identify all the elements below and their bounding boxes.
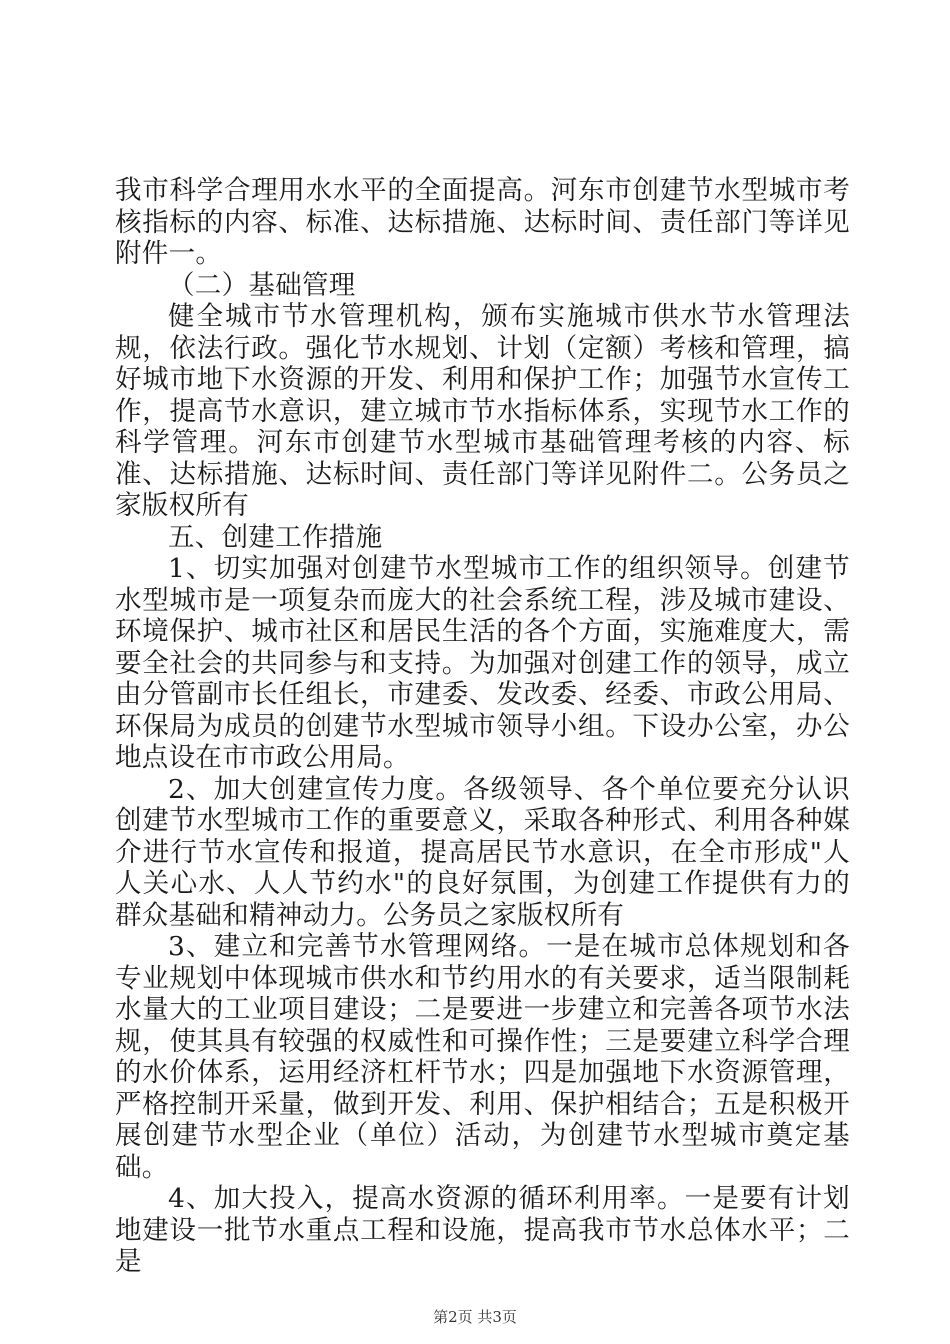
page-footer: 第2页 共3页 [433,1308,517,1326]
paragraph-basic-management: 健全城市节水管理机构，颁布实施城市供水节水管理法规，依法行政。强化节水规划、计划（定额）考核和管理，搞好城市地下水资源的开发、利用和保护工作；加强节水宣传工作，提高节水意识，建立城市节水指标体系，实现节水工作的科学管理。河东市创建节水型城市基础管理考核的内容、标准、达标措施、达标时间、责任部门等详见附件二。公务员之家版权所有 [115,301,850,521]
paragraph-measure-3: 3、建立和完善节水管理网络。一是在城市总体规划和各专业规划中体现城市供水和节约用水的有关要求，适当限制耗水量大的工业项目建设；二是要进一步建立和完善各项节水法规，使其具有较强的权威性和可操作性；三是要建立科学合理的水价体系，运用经济杠杆节水；四是加强地下水资源管理，严格控制开采量，做到开发、利用、保护相结合；五是积极开展创建节水型企业（单位）活动，为创建节水型城市奠定基础。 [115,931,850,1183]
section-heading-work-measures: 五、创建工作措施 [168,521,383,553]
paragraph-continuation: 我市科学合理用水水平的全面提高。河东市创建节水型城市考核指标的内容、标准、达标措施、达标时间、责任部门等详见附件一。 [115,175,850,269]
section-heading-basic-management: （二）基础管理 [168,269,356,301]
paragraph-measure-4: 4、加大投入，提高水资源的循环利用率。一是要有计划地建设一批节水重点工程和设施，提高我市节水总体水平；二是 [115,1183,850,1277]
paragraph-measure-2: 2、加大创建宣传力度。各级领导、各个单位要充分认识创建节水型城市工作的重要意义，采取各种形式、利用各种媒介进行节水宣传和报道，提高居民节水意识，在全市形成"人人关心水、人人节约水"的良好氛围，为创建工作提供有力的群众基础和精神动力。公务员之家版权所有 [115,773,850,931]
document-body [115,175,850,1278]
paragraph-measure-1: 1、切实加强对创建节水型城市工作的组织领导。创建节水型城市是一项复杂而庞大的社会系统工程，涉及城市建设、环境保护、城市社区和居民生活的各个方面，实施难度大，需要全社会的共同参与和支持。为加强对创建工作的领导，成立由分管副市长任组长，市建委、发改委、经委、市政公用局、环保局为成员的创建节水型城市领导小组。下设办公室，办公地点设在市市政公用局。 [115,553,850,773]
